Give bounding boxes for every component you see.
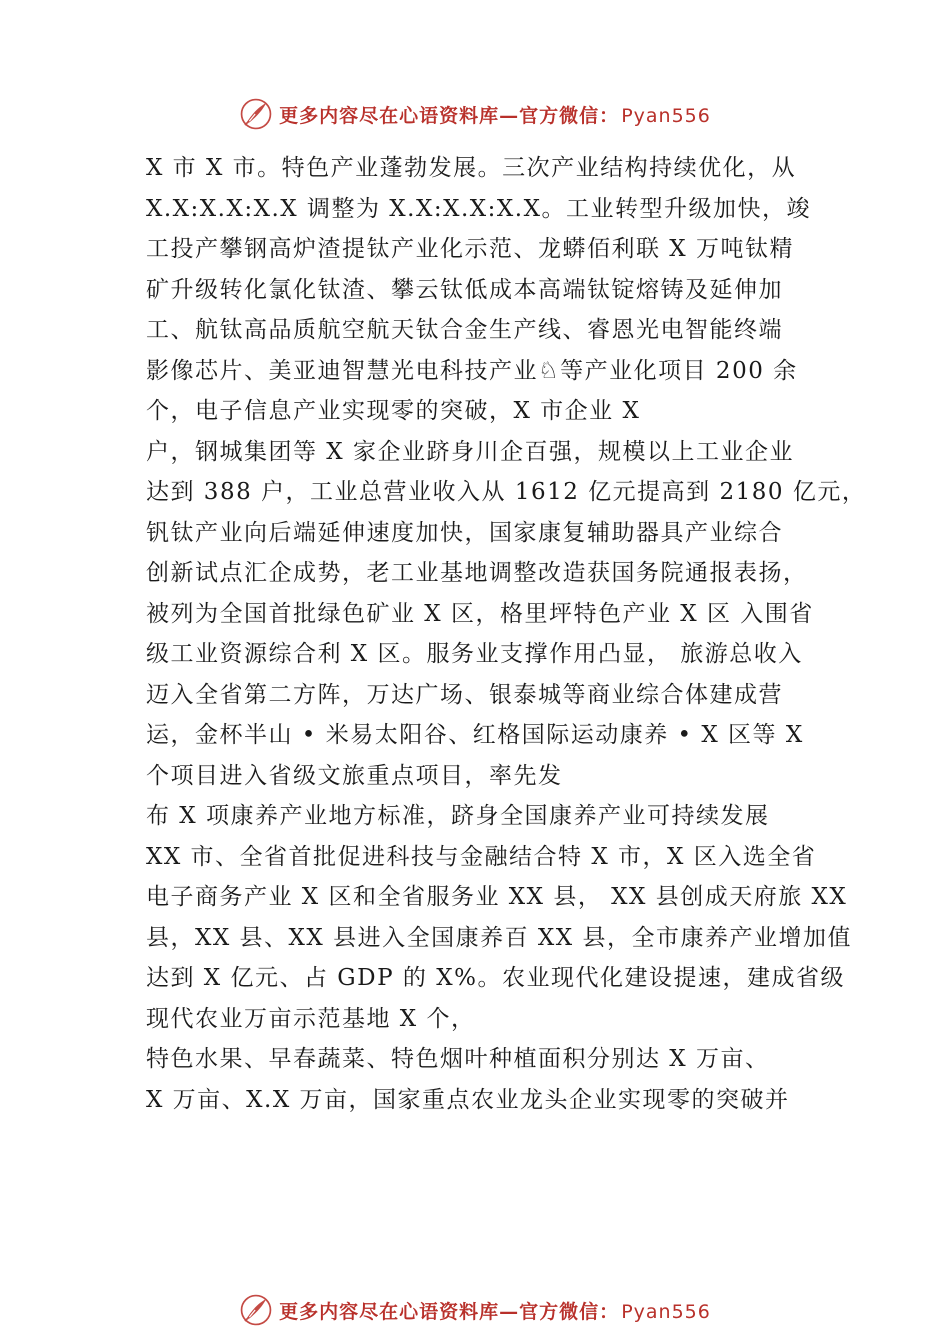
text-line: X.X:X.X:X.X 调整为 X.X:X.X:X.X。工业转型升级加快，竣 — [146, 195, 811, 222]
header-wechat-id: Pyan556 — [621, 104, 711, 127]
footer-wechat-id: Pyan556 — [621, 1300, 711, 1323]
header-dash: — — [499, 104, 520, 127]
text-line: 创新试点汇企成势，老工业基地调整改造获国务院通报表扬， — [146, 560, 808, 586]
footer-brand-text — [279, 1297, 711, 1324]
text-line: 被列为全国首批绿色矿业 X 区，格里坪特色产业 X 区 入围省 — [146, 600, 814, 627]
header-banner — [0, 92, 950, 136]
header-wechat-label: 官方微信： — [519, 104, 620, 127]
quill-logo-icon — [239, 1293, 273, 1327]
text-line: 布 X 项康养产业地方标准，跻身全国康养产业可持续发展 — [146, 803, 770, 829]
text-line: 运，金杯半山 • 米易太阳谷、红格国际运动康养 • X 区等 X — [146, 722, 804, 748]
text-line: 迈入全省第二方阵，万达广场、银泰城等商业综合体建成营 — [146, 681, 783, 708]
text-line: XX 市、全省首批促进科技与金融结合特 X 市，X 区入选全省 — [146, 843, 817, 870]
text-line: 矿升级转化氯化钛渣、攀云钛低成本高端钛锭熔铸及延伸加 — [146, 276, 783, 303]
text-line: 个，电子信息产业实现零的突破，X 市企业 X — [146, 398, 641, 424]
document-body — [146, 148, 867, 1120]
text-line: X 市 X 市。特色产业蓬勃发展。三次产业结构持续优化，从 — [146, 155, 797, 181]
footer-brand: 更多内容尽在心语资料库 — [279, 1300, 500, 1323]
text-line: 达到 388 户，工业总营业收入从 1612 亿元提高到 2180 亿元， — [146, 479, 867, 505]
header-brand-text — [279, 101, 711, 128]
quill-logo-icon — [239, 97, 273, 131]
text-line: 户，钢城集团等 X 家企业跻身川企百强，规模以上工业企业 — [146, 438, 794, 465]
footer-wechat-label: 官方微信： — [519, 1300, 620, 1323]
text-line: 达到 X 亿元、占 GDP 的 X%。农业现代化建设提速，建成省级 — [146, 965, 845, 991]
text-line: X 万亩、X.X 万亩，国家重点农业龙头企业实现零的突破并 — [146, 1086, 790, 1113]
text-line: 工、航钛高品质航空航天钛合金生产线、睿恩光电智能终端 — [146, 317, 783, 343]
text-line: 特色水果、早春蔬菜、特色烟叶种植面积分别达 X 万亩、 — [146, 1046, 770, 1072]
footer-banner — [0, 1288, 950, 1332]
text-line: 级工业资源综合利 X 区。服务业支撑作用凸显， 旅游总收入 — [146, 641, 803, 667]
text-line: 个项目进入省级文旅重点项目，率先发 — [146, 762, 563, 789]
header-brand: 更多内容尽在心语资料库 — [279, 104, 500, 127]
text-line: 县，XX 县、XX 县进入全国康养百 XX 县，全市康养产业增加值 — [146, 924, 852, 951]
footer-dash: — — [499, 1300, 520, 1323]
text-line: 影像芯片、美亚迪智慧光电科技产业♘等产业化项目 200 余 — [146, 357, 798, 384]
text-line: 钒钛产业向后端延伸速度加快，国家康复辅助器具产业综合 — [146, 519, 783, 546]
text-line: 现代农业万亩示范基地 X 个， — [146, 1005, 476, 1032]
text-line: 工投产攀钢高炉渣提钛产业化示范、龙蟒佰利联 X 万吨钛精 — [146, 236, 794, 262]
text-line: 电子商务产业 X 区和全省服务业 XX 县， XX 县创成天府旅 XX — [146, 884, 848, 910]
